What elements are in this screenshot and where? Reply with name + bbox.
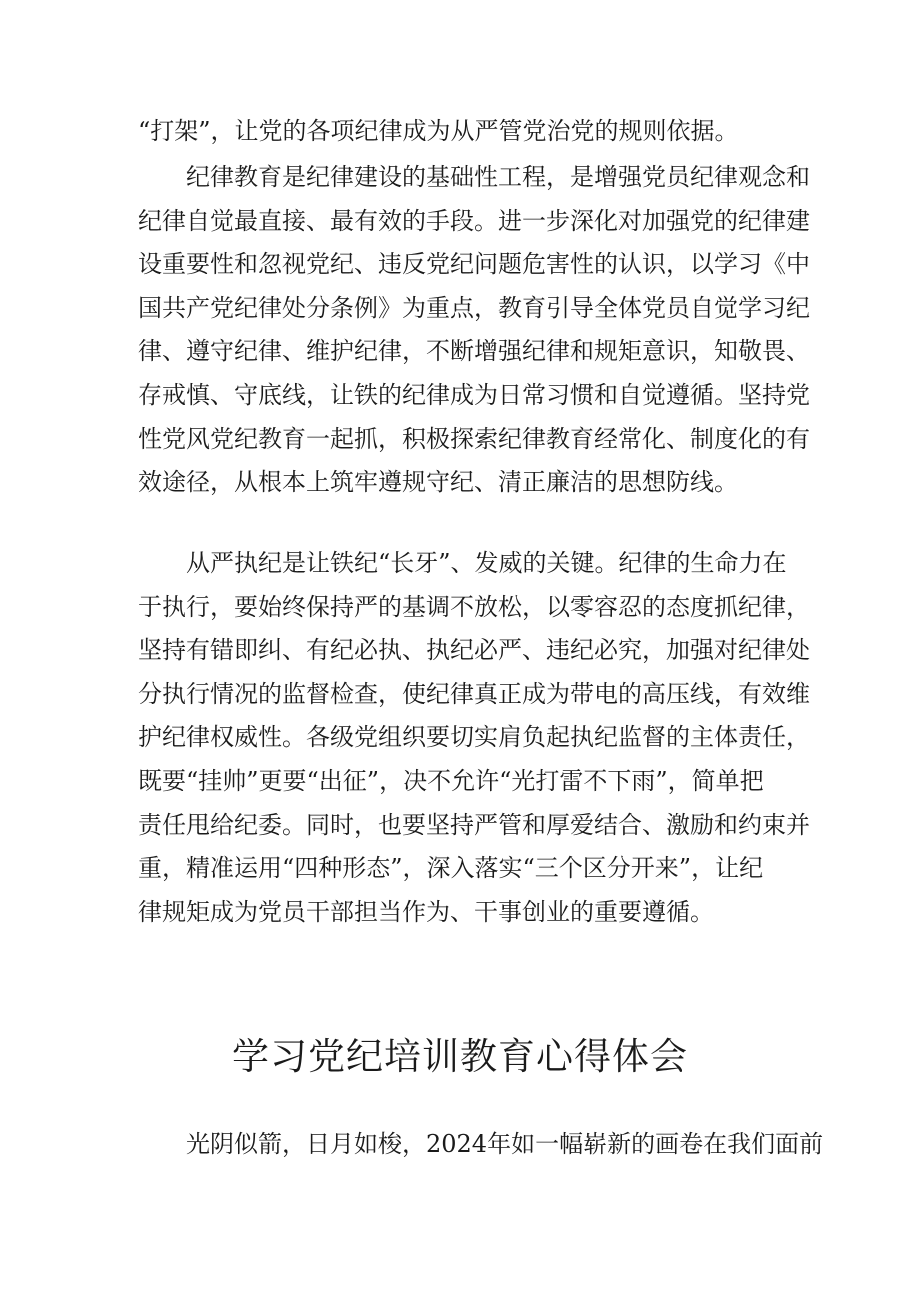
paragraph-line: 从严执纪是让铁纪“长牙”、发威的关键。纪律的生命力在 (186, 549, 787, 577)
paragraph-line: 设重要性和忽视党纪、违反党纪问题危害性的认识，以学习《中 (138, 250, 810, 279)
paragraph-line: 纪律自觉最直接、最有效的手段。进一步深化对加强党的纪律建 (138, 206, 810, 235)
paragraph-line: 光阴似箭，日月如梭，2024年如一幅崭新的画卷在我们面前 (186, 1130, 824, 1158)
paragraph-line: 存戒慎、守底线，让铁的纪律成为日常习惯和自觉遵循。坚持党 (138, 380, 810, 409)
paragraph-line: 既要“挂帅”更要“出征”，决不允许“光打雷不下雨”，简单把 (138, 766, 764, 795)
paragraph-line: 性党风党纪教育一起抓，积极探索纪律教育经常化、制度化的有 (138, 424, 810, 453)
paragraph-continuation (138, 110, 790, 154)
paragraph-line: 坚持有错即纠、有纪必执、执纪必严、违纪必究，加强对纪律处 (138, 636, 810, 665)
paragraph-opening (138, 1124, 824, 1168)
paragraph-line: 纪律教育是纪律建设的基础性工程，是增强党员纪律观念和 (186, 163, 810, 191)
section-title: 学习党纪培训教育心得体会 (232, 1035, 688, 1078)
paragraph-line: 分执行情况的监督检查，使纪律真正成为带电的高压线，有效维 (138, 679, 810, 708)
paragraph-line: 于执行，要始终保持严的基调不放松，以零容忍的态度抓纪律， (138, 592, 810, 621)
paragraph-discipline-education (138, 156, 810, 505)
paragraph-line: 护纪律权威性。各级党组织要切实肩负起执纪监督的主体责任， (138, 723, 810, 752)
paragraph-line: 国共产党纪律处分条例》为重点，教育引导全体党员自觉学习纪 (138, 293, 810, 322)
paragraph-line: 重，精准运用“四种形态”，深入落实“三个区分开来”，让纪 (138, 854, 764, 883)
paragraph-line: “打架”，让党的各项纪律成为从严管党治党的规则依据。 (138, 117, 739, 145)
paragraph-strict-enforcement (138, 542, 810, 934)
paragraph-line: 效途径，从根本上筑牢遵规守纪、清正廉洁的思想防线。 (138, 468, 738, 497)
paragraph-line: 责任甩给纪委。同时，也要坚持严管和厚爱结合、激励和约束并 (138, 810, 810, 839)
paragraph-line: 律规矩成为党员干部担当作为、干事创业的重要遵循。 (138, 897, 714, 926)
paragraph-line: 律、遵守纪律、维护纪律，不断增强纪律和规矩意识，知敬畏、 (138, 337, 810, 366)
